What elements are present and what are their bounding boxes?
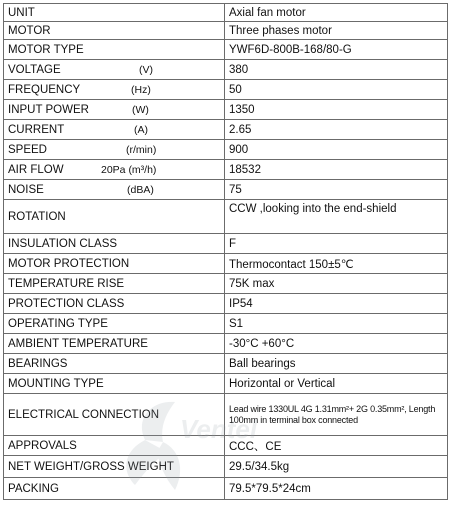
spec-value-cell — [225, 374, 448, 394]
spec-label: ELECTRICAL CONNECTION — [8, 408, 160, 421]
spec-label: CURRENT — [8, 123, 65, 136]
spec-value-cell — [225, 22, 448, 40]
spec-value: F — [229, 237, 237, 250]
spec-value: 75 — [229, 183, 242, 196]
spec-value: 18532 — [229, 163, 261, 176]
spec-label: AMBIENT TEMPERATURE — [8, 337, 148, 350]
spec-value: IP54 — [229, 297, 253, 310]
spec-value: 50 — [229, 83, 242, 96]
spec-label-cell — [4, 120, 225, 140]
spec-value-cell — [225, 160, 448, 180]
table-row — [4, 100, 448, 120]
spec-value-cell — [225, 354, 448, 374]
table-row — [4, 120, 448, 140]
table-row — [4, 374, 448, 394]
spec-label: UNIT — [8, 6, 35, 19]
spec-value-cell — [225, 456, 448, 478]
spec-unit: (W) — [132, 103, 149, 116]
spec-value: -30°C +60°C — [229, 337, 295, 350]
spec-value: 900 — [229, 143, 249, 156]
spec-value: 2.65 — [229, 123, 252, 136]
spec-label-cell — [4, 180, 225, 200]
table-row — [4, 254, 448, 274]
spec-value: Lead wire 1330UL 4G 1.31mm²+ 2G 0.35mm², Length 100mm in terminal box connected — [229, 403, 436, 425]
spec-label: INPUT POWER — [8, 103, 89, 116]
spec-value-cell — [225, 274, 448, 294]
table-row — [4, 234, 448, 254]
spec-value: CCC、CE — [229, 440, 282, 453]
spec-value: 79.5*79.5*24cm — [229, 482, 311, 495]
spec-value: Thermocontact 150±5℃ — [229, 258, 354, 271]
spec-label: MOTOR TYPE — [8, 43, 84, 56]
spec-label: MOTOR — [8, 24, 51, 37]
spec-value-cell — [225, 120, 448, 140]
table-row — [4, 274, 448, 294]
spec-label: PACKING — [8, 482, 59, 495]
table-row — [4, 22, 448, 40]
spec-value: YWF6D-800B-168/80-G — [229, 43, 352, 56]
spec-label: MOUNTING TYPE — [8, 377, 104, 390]
spec-unit: (r/min) — [126, 143, 157, 156]
spec-value-cell — [225, 436, 448, 456]
spec-value: 1350 — [229, 103, 255, 116]
spec-value: 29.5/34.5kg — [229, 460, 290, 473]
spec-label-cell — [4, 80, 225, 100]
table-row — [4, 334, 448, 354]
spec-value-cell — [225, 40, 448, 60]
spec-label-cell — [4, 456, 225, 478]
spec-value: 380 — [229, 63, 249, 76]
spec-label: NET WEIGHT/GROSS WEIGHT — [8, 460, 174, 473]
spec-label: TEMPERATURE RISE — [8, 277, 125, 290]
table-row — [4, 40, 448, 60]
table-row — [4, 180, 448, 200]
spec-label-cell — [4, 254, 225, 274]
table-row — [4, 478, 448, 500]
spec-label-cell — [4, 140, 225, 160]
spec-label-cell — [4, 394, 225, 436]
spec-label-cell — [4, 160, 225, 180]
spec-label: NOISE — [8, 183, 44, 196]
spec-label: APPROVALS — [8, 439, 77, 452]
spec-label-cell — [4, 200, 225, 234]
spec-label-cell — [4, 4, 225, 22]
table-row — [4, 314, 448, 334]
table-row — [4, 140, 448, 160]
spec-table — [3, 3, 448, 500]
spec-value-cell — [225, 4, 448, 22]
spec-value: Horizontal or Vertical — [229, 377, 336, 390]
spec-value: S1 — [229, 317, 244, 330]
spec-value-cell — [225, 140, 448, 160]
spec-value-cell — [225, 60, 448, 80]
table-row — [4, 80, 448, 100]
spec-label-cell — [4, 354, 225, 374]
spec-unit: (V) — [139, 63, 153, 76]
spec-label-cell — [4, 22, 225, 40]
spec-label-cell — [4, 100, 225, 120]
spec-label-cell — [4, 478, 225, 500]
spec-value-cell — [225, 294, 448, 314]
spec-label: VOLTAGE — [8, 63, 61, 76]
spec-value-cell — [225, 394, 448, 436]
spec-unit: (dBA) — [127, 183, 154, 196]
spec-label: ROTATION — [8, 210, 66, 223]
spec-label: INSULATION CLASS — [8, 237, 118, 250]
spec-value-cell — [225, 80, 448, 100]
spec-value: Ball bearings — [229, 357, 296, 370]
table-row — [4, 354, 448, 374]
spec-value-cell — [225, 478, 448, 500]
spec-unit: (A) — [134, 123, 148, 136]
spec-label: OPERATING TYPE — [8, 317, 108, 330]
spec-value-cell — [225, 314, 448, 334]
spec-label-cell — [4, 314, 225, 334]
spec-value-cell — [225, 180, 448, 200]
spec-value-cell — [225, 234, 448, 254]
spec-label: BEARINGS — [8, 357, 68, 370]
spec-value-cell — [225, 200, 448, 234]
spec-label-cell — [4, 274, 225, 294]
table-row — [4, 294, 448, 314]
spec-label-cell — [4, 294, 225, 314]
spec-value: 75K max — [229, 277, 275, 290]
spec-label-cell — [4, 334, 225, 354]
spec-label-cell — [4, 234, 225, 254]
spec-label-cell — [4, 436, 225, 456]
spec-label: SPEED — [8, 143, 47, 156]
spec-value-cell — [225, 100, 448, 120]
spec-label: PROTECTION CLASS — [8, 297, 125, 310]
spec-label-cell — [4, 60, 225, 80]
table-row — [4, 160, 448, 180]
spec-unit: (Hz) — [131, 83, 151, 96]
spec-table-body — [4, 4, 448, 500]
table-row — [4, 394, 448, 436]
spec-value: Axial fan motor — [229, 6, 306, 19]
table-row — [4, 200, 448, 234]
spec-unit: 20Pa (m³/h) — [101, 163, 157, 176]
spec-label: AIR FLOW — [8, 163, 64, 176]
table-row — [4, 456, 448, 478]
spec-label: MOTOR PROTECTION — [8, 257, 130, 270]
table-row — [4, 4, 448, 22]
spec-label: FREQUENCY — [8, 83, 81, 96]
table-row — [4, 60, 448, 80]
spec-value: CCW ,looking into the end-shield — [229, 203, 397, 215]
spec-value: Three phases motor — [229, 24, 332, 37]
spec-value-cell — [225, 254, 448, 274]
table-row — [4, 436, 448, 456]
watermark-text: Ventel — [180, 414, 258, 444]
spec-label-cell — [4, 40, 225, 60]
spec-label-cell — [4, 374, 225, 394]
spec-value-cell — [225, 334, 448, 354]
